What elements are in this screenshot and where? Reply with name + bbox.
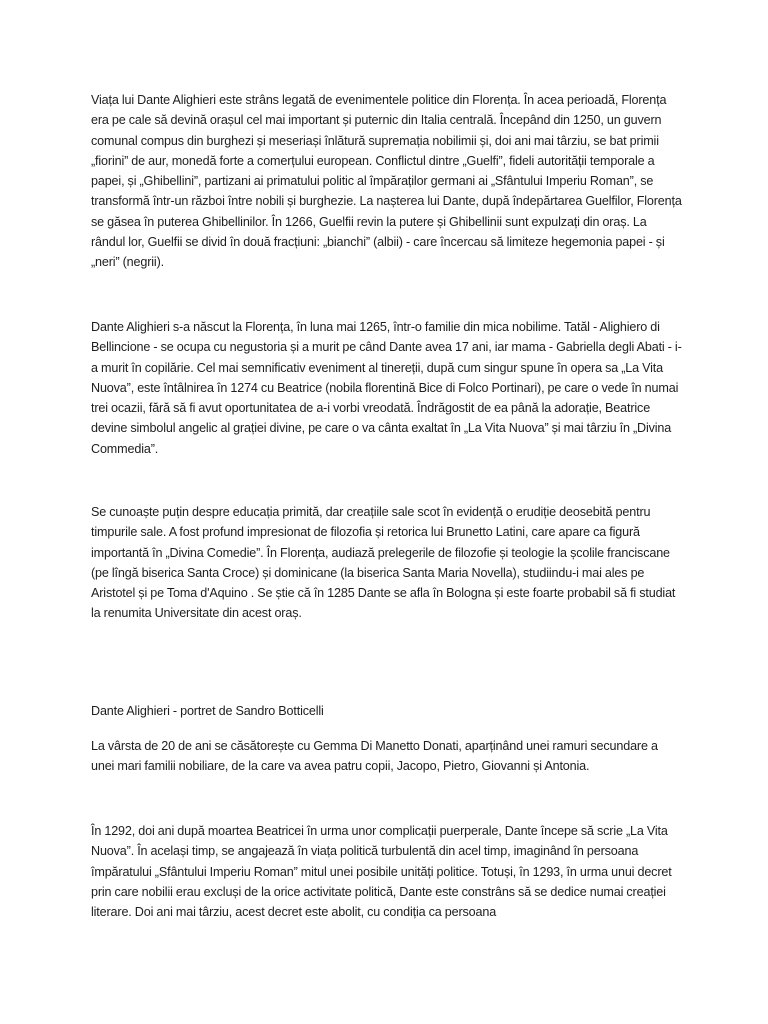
paragraph-florence-politics: Viața lui Dante Alighieri este strâns legată de evenimentele politice din Florența. În acea perioadă, Florența era pe cale să devină orașul cel mai important și puternic din Italia centrală. Începând din 1250, un guvern comunal compus din burghezi și meseriași înlătură supremația nobilimii și, doi ani mai târziu, se bat primii „fiorini” de aur, monedă forte a comerțului european. Conflictul dintre „Guelfi”, fideli autorității temporale a papei, și „Ghibellini”, partizani ai primatului politic al împăraților germani ai „Sfântului Imperiu Roman”, se transformă într-un război între nobili și burghezie. La nașterea lui Dante, după îndepărtarea Guelfilor, Florența se găsea în puterea Ghibellinilor. În 1266, Guelfii revin la putere și Ghibellinii sunt expulzați din oraș. La rândul lor, Guelfii se divid în două fracțiuni: „bianchi” (albii) - care încercau să limiteze hegemonia papei - și „neri” (negrii). xyxy=(91,93,682,270)
paragraph-dante-marriage: La vârsta de 20 de ani se căsătorește cu Gemma Di Manetto Donati, aparținând unei ramuri secundare a unei mari familii nobiliare, de la care va avea patru copii, Jacopo, Pietro, Giovanni și Antonia. xyxy=(91,739,658,774)
paragraph-dante-birth: Dante Alighieri s-a născut la Florența, în luna mai 1265, într-o familie din mica nobilime. Tatăl - Alighiero di Bellincione - se ocupa cu negustoria și a murit pe când Dante avea 17 ani, iar mama - Gabriella degli Abati - i-a murit în copilărie. Cel mai semnificativ eveniment al tinereții, după cum singur spune în opera sa „La Vita Nuova”, este întâlnirea în 1274 cu Beatrice (nobila florentină Bice di Folco Portinari), pe care o vede în numai trei ocazii, fără să fi avut oportunitatea de a-i vorbi vreodată. Îndrăgostit de ea până la adorație, Beatrice devine simbolul angelic al grației divine, pe care o va cânta exaltat în „La Vita Nuova” și mai târziu în „Divina Commedia”. xyxy=(91,320,682,456)
paragraph-dante-education: Se cunoaște puțin despre educația primită, dar creațiile sale scot în evidență o erudiție deosebită pentru timpurile sale. A fost profund impresionat de filozofia și retorica lui Brunetto Latini, care apare ca figură importantă în „Divina Comedie”. În Florența, audiază prelegerile de filozofie și teologie la școlile franciscane (pe lîngă biserica Santa Croce) și dominicane (la biserica Santa Maria Novella), studiindu-i mai ales pe Aristotel și pe Toma d'Aquino . Se știe că în 1285 Dante se afla în Bologna și este foarte probabil să fi studiat la renumita Universitate din acest oraș. xyxy=(91,505,676,621)
paragraph-dante-1292: În 1292, doi ani după moartea Beatricei în urma unor complicații puerperale, Dante începe să scrie „La Vita Nuova”. În același timp, se angajează în viața politică turbulentă din acel timp, imaginând în persoana împăratului „Sfântului Imperiu Roman” mitul unei posibile unități politice. Totuși, în 1293, în urma unui decret prin care nobilii erau excluși de la orice activitate politică, Dante este constrâns să se dedice numai creației literare. Doi ani mai târziu, acest decret este abolit, cu condiția ca persoana xyxy=(91,824,672,920)
image-caption: Dante Alighieri - portret de Sandro Botticelli xyxy=(91,704,324,718)
